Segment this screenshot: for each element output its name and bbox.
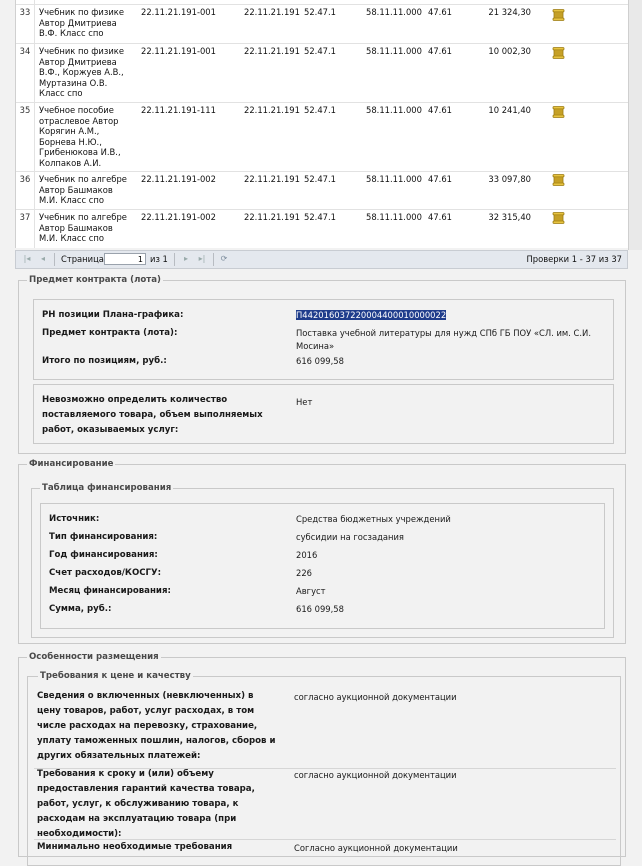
min-requirements-label: Минимально необходимые требования (37, 842, 233, 852)
page-number-input[interactable] (104, 253, 146, 265)
okved3-code: 47.61 (428, 7, 452, 17)
okpd2-code: 22.11.21.191 (244, 174, 300, 184)
item-name: Учебник по алгебре Автор Башмаков М.И. Класс спо (39, 174, 127, 205)
okved-code: 52.47.1 (304, 212, 336, 222)
row-number: 35 (16, 103, 35, 171)
okpd2-code: 22.11.21.191 (244, 212, 300, 222)
financing-month-value: Август (296, 586, 326, 596)
financing-table-legend: Таблица финансирования (42, 483, 172, 493)
table-row[interactable] (16, 5, 629, 44)
okved2-code: 58.11.11.000 (366, 174, 422, 184)
table-row[interactable] (16, 103, 629, 172)
table-row[interactable] (16, 44, 629, 103)
financing-year-label: Год финансирования: (49, 550, 158, 560)
stack-of-coins-icon[interactable] (552, 212, 565, 224)
positions-grid (15, 0, 630, 248)
subject-fieldset (18, 275, 626, 454)
row-number: 37 (16, 210, 35, 248)
financing-type-value: субсидии на госзадания (296, 532, 404, 542)
item-sum: 10 002,30 (488, 46, 531, 56)
source-value: Средства бюджетных учреждений (296, 514, 451, 524)
item-name: Учебник по алгебре Автор Башмаков М.И. Класс спо (39, 212, 127, 243)
included-costs-value: согласно аукционной документации (294, 692, 457, 702)
total-value: 616 099,58 (296, 356, 344, 366)
row-number: 36 (16, 172, 35, 209)
source-label: Источник: (49, 514, 100, 524)
stack-of-coins-icon[interactable] (552, 47, 565, 59)
pagination-toolbar (15, 250, 628, 269)
okved-code: 52.47.1 (304, 174, 336, 184)
prev-page-button[interactable]: ◂ (40, 254, 45, 263)
expense-account-value: 226 (296, 568, 312, 578)
requirements-fieldset (27, 671, 621, 866)
item-sum: 33 097,80 (488, 174, 531, 184)
requirements-legend: Требования к цене и качеству (40, 671, 191, 681)
subject-label: Предмет контракта (лота): (42, 328, 178, 338)
warranty-requirements-label: Требования к сроку и (или) объему предоставления гарантий качества товара, работ, услуг, к обслуживанию товара, к расходам на эксплуатацию товара (при необходимости): (37, 769, 255, 839)
cannot-determine-label: Невозможно определить количество поставляемого товара, объем выполняемых работ, оказываемых услуг: (42, 395, 263, 435)
financing-table-box (40, 503, 605, 629)
okved3-code: 47.61 (428, 105, 452, 115)
okpd2-code: 22.11.21.191 (244, 46, 300, 56)
okpd-code: 22.11.21.191-001 (141, 46, 216, 56)
quantity-box (33, 384, 614, 444)
rn-label: РН позиции Плана-графика: (42, 310, 184, 320)
placement-fieldset (18, 652, 626, 857)
next-page-button[interactable]: ▸ (183, 254, 188, 263)
item-sum: 10 241,40 (488, 105, 531, 115)
rn-value[interactable] (296, 309, 446, 322)
page-count-label: из 1 (150, 254, 168, 264)
refresh-icon[interactable]: ⟳ (220, 254, 228, 263)
okpd-code: 22.11.21.191-002 (141, 174, 216, 184)
last-page-button[interactable]: ▸| (198, 254, 206, 263)
first-page-button[interactable]: |◂ (23, 254, 31, 263)
okved-code: 52.47.1 (304, 105, 336, 115)
okpd2-code: 22.11.21.191 (244, 105, 300, 115)
item-name: Учебное пособие отраслевое Автор Корягин А.М., Борнева Н.Ю., Грибенюкова И.В., Колпаков А.И. (39, 105, 121, 168)
okpd-code: 22.11.21.191-111 (141, 105, 216, 115)
okved3-code: 47.61 (428, 46, 452, 56)
cannot-determine-value: Нет (296, 397, 313, 407)
okved2-code: 58.11.11.000 (366, 7, 422, 17)
okved-code: 52.47.1 (304, 46, 336, 56)
financing-type-label: Тип финансирования: (49, 532, 158, 542)
okpd-code: 22.11.21.191-001 (141, 7, 216, 17)
table-row[interactable] (16, 210, 629, 248)
okved2-code: 58.11.11.000 (366, 105, 422, 115)
item-name: Учебник по физике Автор Дмитриева В.Ф., Коржуев А.В., Муртазина О.В. Класс спо (39, 46, 124, 98)
okpd2-code: 22.11.21.191 (244, 7, 300, 17)
financing-year-value: 2016 (296, 550, 318, 560)
okved2-code: 58.11.11.000 (366, 46, 422, 56)
okved-code: 52.47.1 (304, 7, 336, 17)
okved3-code: 47.61 (428, 212, 452, 222)
stack-of-coins-icon[interactable] (552, 106, 565, 118)
records-summary: Проверки 1 - 37 из 37 (526, 254, 622, 264)
stack-of-coins-icon[interactable] (552, 9, 565, 21)
toolbar-separator (174, 253, 175, 266)
subject-value: Поставка учебной литературы для нужд СПб ГБ ПОУ «СЛ. им. С.И. Мосина» (296, 328, 591, 351)
subject-legend: Предмет контракта (лота) (29, 275, 161, 285)
included-costs-label: Сведения о включенных (невключенных) в цену товаров, работ, услуг расходах, в том числе расходах на перевозку, страхование, уплату таможенных пошлин, налогов, сборов и других обязательных платежей: (37, 691, 276, 761)
okved3-code: 47.61 (428, 174, 452, 184)
financing-sum-value: 616 099,58 (296, 604, 344, 614)
row-number: 33 (16, 5, 35, 43)
item-sum: 21 324,30 (488, 7, 531, 17)
rn-value-text: П442016037220004400010000022 (296, 310, 447, 320)
total-label: Итого по позициям, руб.: (42, 356, 167, 366)
table-row[interactable] (16, 172, 629, 210)
okpd-code: 22.11.21.191-002 (141, 212, 216, 222)
page-label: Страница (61, 254, 104, 264)
row-number: 34 (16, 44, 35, 102)
warranty-requirements-value: согласно аукционной документации (294, 770, 457, 780)
placement-legend: Особенности размещения (29, 652, 159, 662)
subject-box (33, 299, 614, 380)
financing-table-fieldset (31, 483, 614, 638)
toolbar-separator (213, 253, 214, 266)
financing-sum-label: Сумма, руб.: (49, 604, 112, 614)
financing-month-label: Месяц финансирования: (49, 586, 171, 596)
financing-fieldset (18, 459, 626, 644)
toolbar-separator (54, 253, 55, 266)
stack-of-coins-icon[interactable] (552, 174, 565, 186)
item-sum: 32 315,40 (488, 212, 531, 222)
min-requirements-value: Согласно аукционной документации (294, 843, 458, 853)
okved2-code: 58.11.11.000 (366, 212, 422, 222)
vertical-scrollbar[interactable] (628, 0, 642, 250)
financing-legend: Финансирование (29, 459, 114, 469)
expense-account-label: Счет расходов/КОСГУ: (49, 568, 162, 578)
item-name: Учебник по физике Автор Дмитриева В.Ф. Класс спо (39, 7, 124, 38)
